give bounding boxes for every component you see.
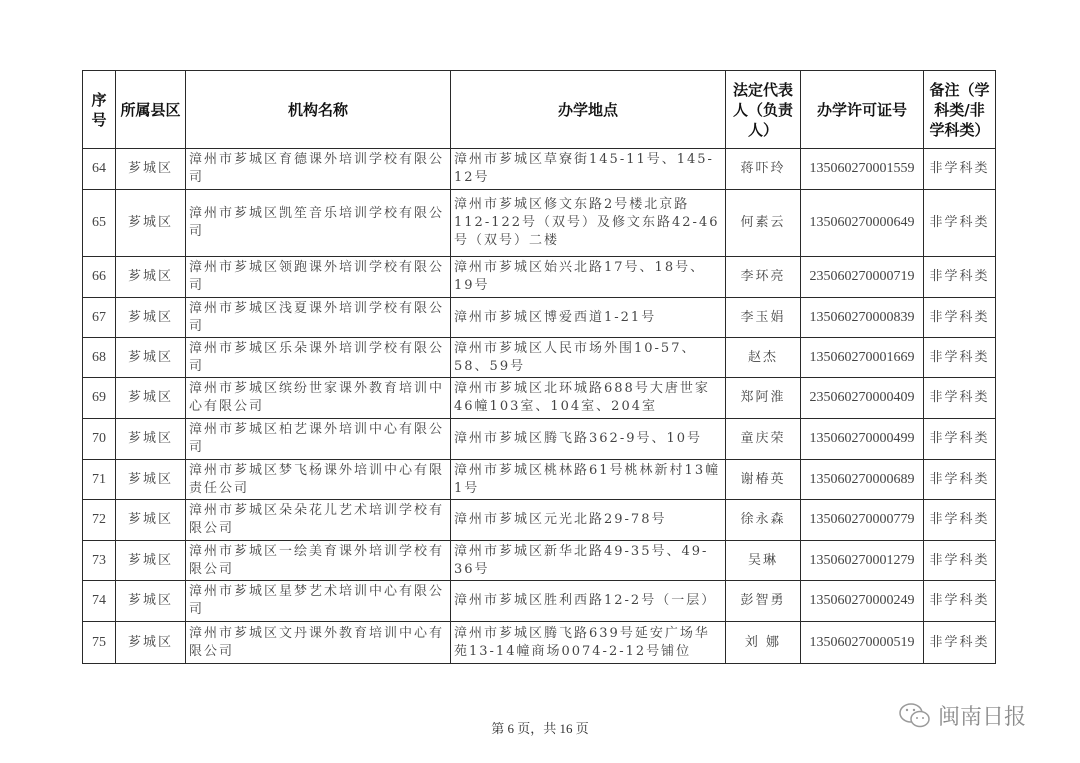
institution-table [82, 70, 996, 664]
cell-rep: 谢椿英 [726, 460, 801, 500]
cell-address: 漳州市芗城区北环城路688号大唐世家46幢103室、104室、204室 [451, 378, 726, 419]
cell-name: 漳州市芗城区领跑课外培训学校有限公司 [186, 257, 451, 298]
table-row [83, 581, 996, 622]
cell-seq: 66 [83, 257, 116, 298]
cell-rep: 赵杰 [726, 338, 801, 378]
cell-name: 漳州市芗城区凯笙音乐培训学校有限公司 [186, 190, 451, 257]
cell-license: 135060270000689 [801, 460, 924, 500]
cell-seq: 73 [83, 541, 116, 581]
cell-seq: 72 [83, 500, 116, 541]
cell-note: 非学科类 [924, 500, 996, 541]
cell-rep: 蒋吓玲 [726, 149, 801, 190]
cell-note: 非学科类 [924, 378, 996, 419]
cell-address: 漳州市芗城区腾飞路639号延安广场华苑13-14幢商场0074-2-12号铺位 [451, 622, 726, 664]
header-note: 备注（学科类/非学科类） [924, 71, 996, 149]
table-row [83, 298, 996, 338]
cell-name: 漳州市芗城区一绘美育课外培训学校有限公司 [186, 541, 451, 581]
cell-address: 漳州市芗城区腾飞路362-9号、10号 [451, 419, 726, 460]
cell-rep: 吴琳 [726, 541, 801, 581]
cell-license: 135060270001559 [801, 149, 924, 190]
cell-license: 135060270000519 [801, 622, 924, 664]
table-row [83, 419, 996, 460]
cell-license: 235060270000719 [801, 257, 924, 298]
cell-seq: 75 [83, 622, 116, 664]
cell-note: 非学科类 [924, 419, 996, 460]
cell-address: 漳州市芗城区修文东路2号楼北京路112-122号（双号）及修文东路42-46号（双号）二楼 [451, 190, 726, 257]
cell-note: 非学科类 [924, 541, 996, 581]
cell-district: 芗城区 [116, 460, 186, 500]
cell-note: 非学科类 [924, 190, 996, 257]
cell-address: 漳州市芗城区博爱西道1-21号 [451, 298, 726, 338]
cell-seq: 74 [83, 581, 116, 622]
cell-name: 漳州市芗城区乐朵课外培训学校有限公司 [186, 338, 451, 378]
cell-note: 非学科类 [924, 338, 996, 378]
cell-note: 非学科类 [924, 460, 996, 500]
cell-district: 芗城区 [116, 149, 186, 190]
cell-rep: 徐永森 [726, 500, 801, 541]
cell-seq: 71 [83, 460, 116, 500]
cell-license: 135060270000649 [801, 190, 924, 257]
cell-district: 芗城区 [116, 419, 186, 460]
cell-license: 135060270000779 [801, 500, 924, 541]
cell-note: 非学科类 [924, 149, 996, 190]
cell-rep: 郑阿淮 [726, 378, 801, 419]
watermark-text: 闽南日报 [938, 705, 1027, 730]
cell-license: 235060270000409 [801, 378, 924, 419]
header-rep: 法定代表人（负责人） [726, 71, 801, 149]
table-row [83, 500, 996, 541]
cell-name: 漳州市芗城区缤纷世家课外教育培训中心有限公司 [186, 378, 451, 419]
wechat-icon [898, 701, 932, 731]
cell-name: 漳州市芗城区梦飞杨课外培训中心有限责任公司 [186, 460, 451, 500]
cell-seq: 70 [83, 419, 116, 460]
cell-district: 芗城区 [116, 338, 186, 378]
table-header-row [83, 71, 996, 149]
cell-rep: 彭智勇 [726, 581, 801, 622]
table-row [83, 257, 996, 298]
header-seq: 序号 [83, 71, 116, 149]
cell-license: 135060270000249 [801, 581, 924, 622]
cell-district: 芗城区 [116, 378, 186, 419]
table-row [83, 622, 996, 664]
cell-license: 135060270000499 [801, 419, 924, 460]
cell-note: 非学科类 [924, 622, 996, 664]
table-row [83, 338, 996, 378]
cell-note: 非学科类 [924, 257, 996, 298]
cell-seq: 69 [83, 378, 116, 419]
cell-license: 135060270001279 [801, 541, 924, 581]
header-name: 机构名称 [186, 71, 451, 149]
cell-seq: 64 [83, 149, 116, 190]
cell-name: 漳州市芗城区星梦艺术培训中心有限公司 [186, 581, 451, 622]
cell-address: 漳州市芗城区始兴北路17号、18号、19号 [451, 257, 726, 298]
cell-address: 漳州市芗城区人民市场外围10-57、58、59号 [451, 338, 726, 378]
cell-name: 漳州市芗城区柏艺课外培训中心有限公司 [186, 419, 451, 460]
cell-seq: 68 [83, 338, 116, 378]
cell-rep: 李环亮 [726, 257, 801, 298]
table-row [83, 149, 996, 190]
cell-address: 漳州市芗城区胜利西路12-2号（一层） [451, 581, 726, 622]
header-district: 所属县区 [116, 71, 186, 149]
cell-district: 芗城区 [116, 500, 186, 541]
cell-district: 芗城区 [116, 581, 186, 622]
cell-seq: 65 [83, 190, 116, 257]
cell-name: 漳州市芗城区浅夏课外培训学校有限公司 [186, 298, 451, 338]
cell-district: 芗城区 [116, 622, 186, 664]
cell-district: 芗城区 [116, 298, 186, 338]
cell-district: 芗城区 [116, 190, 186, 257]
cell-district: 芗城区 [116, 541, 186, 581]
cell-address: 漳州市芗城区新华北路49-35号、49-36号 [451, 541, 726, 581]
cell-address: 漳州市芗城区桃林路61号桃林新村13幢1号 [451, 460, 726, 500]
cell-address: 漳州市芗城区草寮街145-11号、145-12号 [451, 149, 726, 190]
table-row [83, 378, 996, 419]
header-address: 办学地点 [451, 71, 726, 149]
watermark [898, 700, 1026, 731]
cell-name: 漳州市芗城区文丹课外教育培训中心有限公司 [186, 622, 451, 664]
cell-rep: 何素云 [726, 190, 801, 257]
cell-district: 芗城区 [116, 257, 186, 298]
cell-rep: 李玉娟 [726, 298, 801, 338]
page-indicator: 第 6 页，共 16 页 [491, 721, 589, 736]
cell-license: 135060270000839 [801, 298, 924, 338]
table-row [83, 190, 996, 257]
table-row [83, 460, 996, 500]
cell-rep: 刘 娜 [726, 622, 801, 664]
cell-address: 漳州市芗城区元光北路29-78号 [451, 500, 726, 541]
cell-note: 非学科类 [924, 581, 996, 622]
table-row [83, 541, 996, 581]
header-license: 办学许可证号 [801, 71, 924, 149]
cell-note: 非学科类 [924, 298, 996, 338]
cell-name: 漳州市芗城区朵朵花儿艺术培训学校有限公司 [186, 500, 451, 541]
cell-license: 135060270001669 [801, 338, 924, 378]
cell-seq: 67 [83, 298, 116, 338]
cell-rep: 童庆荣 [726, 419, 801, 460]
cell-name: 漳州市芗城区育德课外培训学校有限公司 [186, 149, 451, 190]
